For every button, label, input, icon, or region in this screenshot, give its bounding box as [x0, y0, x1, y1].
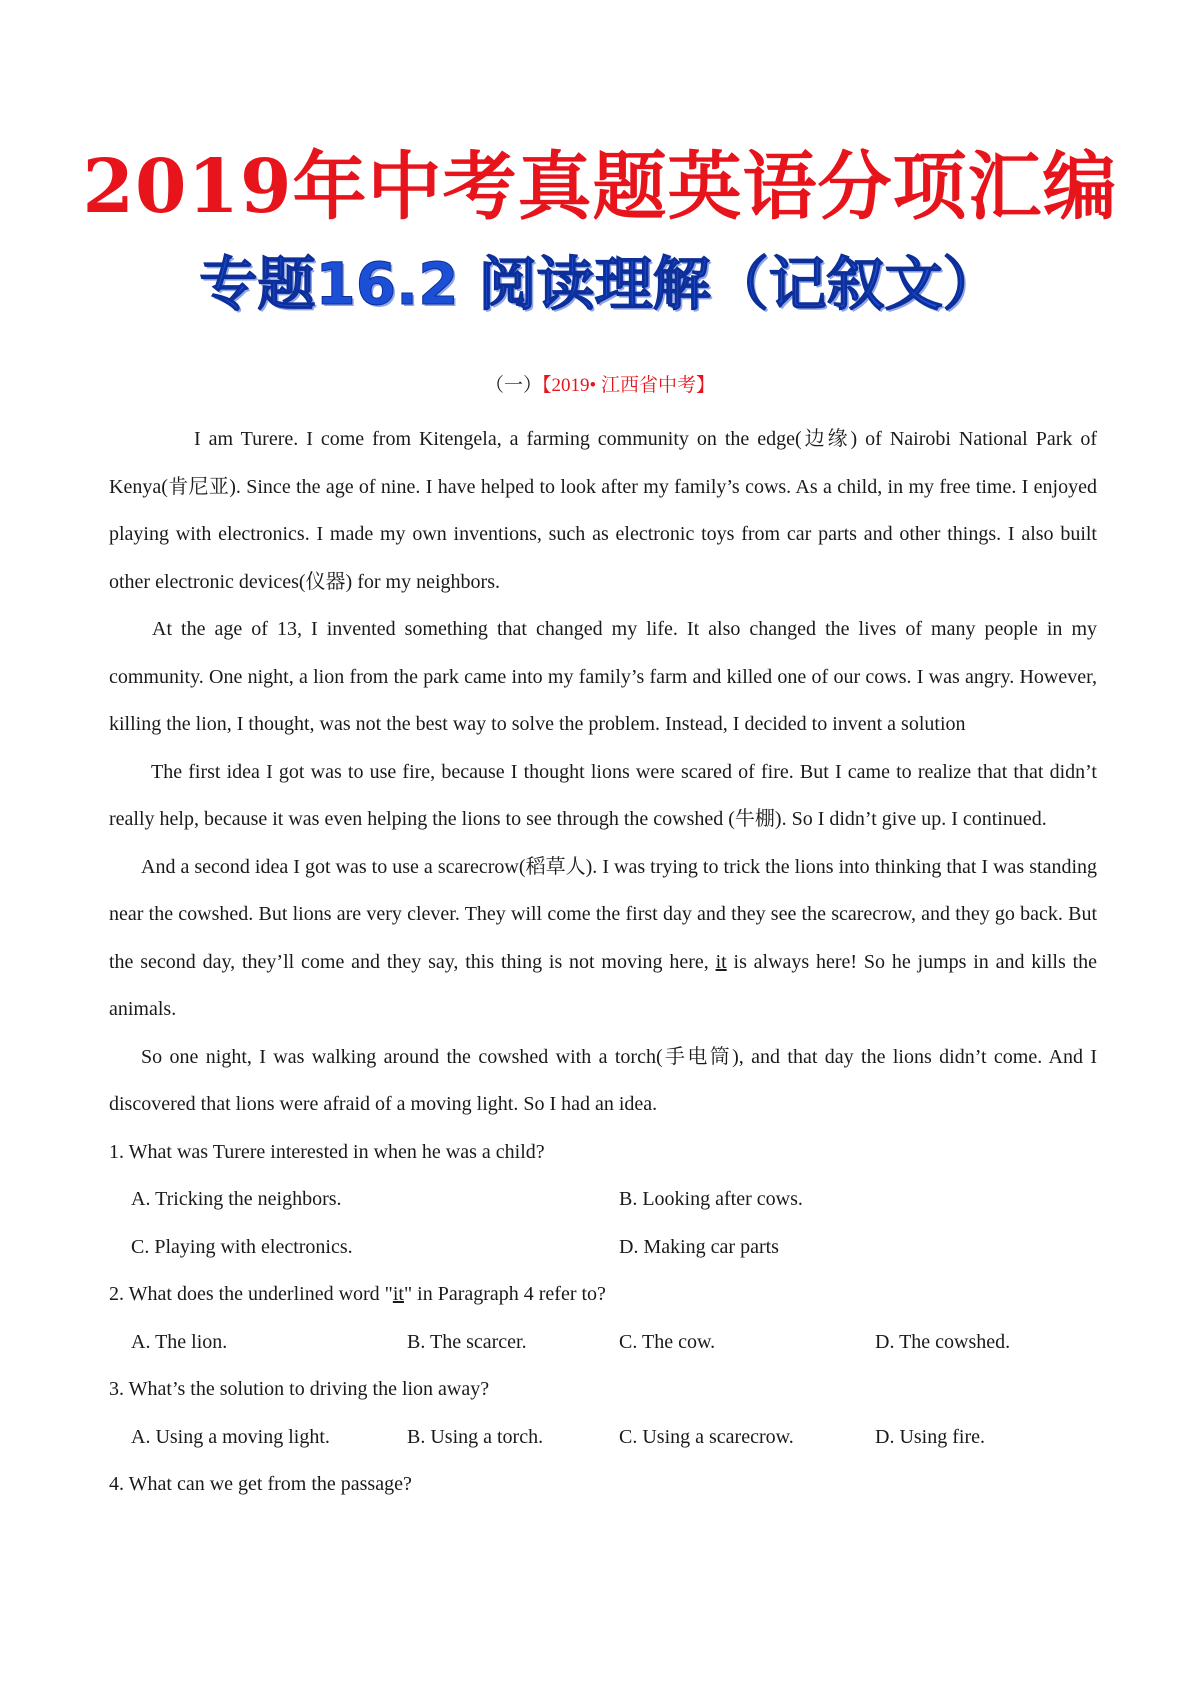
exam-source-tag: 【2019• 江西省中考】 — [542, 375, 715, 396]
question-1-options — [109, 1176, 1097, 1224]
paragraph-4-text-end: is always here! So he jumps in and kills the animals. — [109, 950, 1098, 1020]
question-3-options — [109, 1414, 1097, 1462]
passage-paragraph-1: I am Turere. I come from Kitengela, a farming community on the edge(边缘) of Nairobi National Park of Kenya(肯尼亚). Since the age of nine. I have helped to look after my family’s cows. As a child, in my free time. I enjoyed playing with electronics. I made my own inventions, such as electronic toys from car parts and other things. I also built other electronic devices(仪器) for my neighbors. — [109, 428, 1097, 593]
question-1-options-row-2 — [109, 1224, 1097, 1272]
passage-paragraph-3: The first idea I got was to use fire, because I thought lions were scared of fire. But I came to realize that that didn’t really help, because it was even helping the lions to see through the cowshed (牛棚). So I didn’t give up. I continued. — [109, 760, 1097, 830]
q1-option-d[interactable]: D. Making car parts — [619, 1235, 779, 1258]
q3-option-c[interactable]: C. Using a scarecrow. — [619, 1425, 794, 1448]
question-2-underlined-word: it — [392, 1283, 404, 1305]
passage-paragraph-4 — [109, 844, 1097, 1034]
underlined-word: it — [715, 950, 727, 973]
question-2-stem-start: 2. What does the underlined word " — [109, 1283, 393, 1305]
question-2-stem — [109, 1271, 1097, 1319]
q1-option-a[interactable]: A. Tricking the neighbors. — [131, 1188, 342, 1210]
q3-option-a[interactable]: A. Using a moving light. — [131, 1425, 330, 1448]
question-4-stem: 4. What can we get from the passage? — [109, 1473, 412, 1495]
q2-option-b[interactable]: B. The scarcer. — [407, 1330, 527, 1353]
question-2-options — [109, 1319, 1097, 1367]
section-number: （一） — [485, 375, 543, 396]
passage-paragraph-2: At the age of 13, I invented something that changed my life. It also changed the lives of many people in my community. One night, a lion from the park came into my family’s farm and killed one of our cows. I was angry. However, killing the lion, I thought, was not the best way to solve the problem. Instead, I decided to invent a solution — [109, 618, 1097, 735]
q1-option-c[interactable]: C. Playing with electronics. — [131, 1235, 353, 1258]
page-subtitle: 专题16.2 阅读理解（记叙文） — [199, 250, 1001, 318]
q3-option-b[interactable]: B. Using a torch. — [407, 1425, 544, 1448]
question-3-stem: 3. What’s the solution to driving the lion away? — [109, 1378, 490, 1400]
question-2-stem-end: " in Paragraph 4 refer to? — [403, 1283, 606, 1305]
page-title: 2019年中考真题英语分项汇编 — [82, 144, 1118, 230]
passage-paragraph-5: So one night, I was walking around the cowshed with a torch(手电筒), and that day the lions didn’t come. And I discovered that lions were afraid of a moving light. So I had an idea. — [109, 1045, 1097, 1115]
paragraph-4-text: And a second idea I got was to use a scarecrow(稻草人). I was trying to trick the lions into thinking that I was standing near the cowshed. But lions are very clever. They will come the first day and they see the scarecrow, and they go back. But the second day, they’ll come and they say, this thing is not moving here, — [109, 855, 1097, 973]
reading-content — [109, 416, 1097, 1509]
q1-option-b[interactable]: B. Looking after cows. — [619, 1188, 803, 1210]
q2-option-d[interactable]: D. The cowshed. — [875, 1330, 1011, 1353]
section-source — [0, 372, 1200, 400]
q3-option-d[interactable]: D. Using fire. — [875, 1425, 985, 1448]
q2-option-c[interactable]: C. The cow. — [619, 1330, 716, 1353]
q2-option-a[interactable]: A. The lion. — [131, 1330, 228, 1353]
question-1-stem: 1. What was Turere interested in when he was a child? — [109, 1140, 545, 1163]
